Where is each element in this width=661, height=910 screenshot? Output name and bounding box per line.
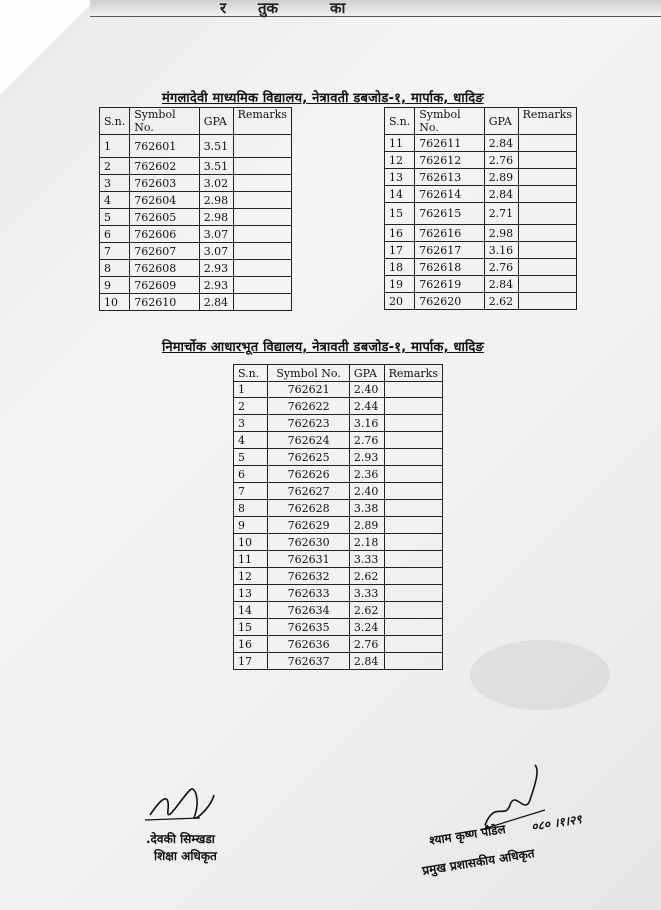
cell-gpa: 2.84 [199, 294, 233, 311]
table-row [100, 260, 292, 277]
cell-remarks [518, 276, 576, 293]
cell-symbol-no: 762621 [268, 382, 349, 398]
cell-sn: 19 [385, 276, 415, 293]
cell-gpa: 3.33 [349, 585, 384, 602]
cell-gpa: 2.18 [349, 534, 384, 551]
table-row [234, 500, 443, 517]
cell-gpa: 3.33 [349, 551, 384, 568]
col-header-gpa: GPA [349, 365, 384, 382]
table-row [385, 225, 577, 242]
table-row [234, 415, 443, 432]
cell-gpa: 2.84 [349, 653, 384, 670]
cell-remarks [518, 293, 576, 310]
cell-sn: 10 [234, 534, 268, 551]
cell-sn: 18 [385, 259, 415, 276]
cell-remarks [518, 203, 576, 225]
cell-symbol-no: 762609 [130, 277, 199, 294]
cell-symbol-no: 762615 [415, 203, 484, 225]
cell-gpa: 2.40 [349, 483, 384, 500]
col-header-sn: S.n. [100, 108, 130, 135]
table-row [385, 293, 577, 310]
cell-gpa: 2.84 [484, 186, 518, 203]
cell-gpa: 3.51 [199, 158, 233, 175]
cell-sn: 2 [234, 398, 268, 415]
cell-remarks [384, 585, 442, 602]
cell-symbol-no: 762611 [415, 135, 484, 152]
cell-remarks [518, 186, 576, 203]
cell-symbol-no: 762620 [415, 293, 484, 310]
table-row [234, 585, 443, 602]
cell-sn: 17 [234, 653, 268, 670]
cell-symbol-no: 762608 [130, 260, 199, 277]
cell-sn: 11 [385, 135, 415, 152]
table-row [385, 186, 577, 203]
cell-sn: 8 [234, 500, 268, 517]
cell-symbol-no: 762612 [415, 152, 484, 169]
cell-remarks [233, 209, 291, 226]
cell-sn: 14 [385, 186, 415, 203]
cell-sn: 7 [100, 243, 130, 260]
cell-sn: 3 [234, 415, 268, 432]
cell-gpa: 3.16 [349, 415, 384, 432]
table-row [385, 276, 577, 293]
left-signatory-title: शिक्षा अधिकृत [154, 849, 217, 863]
cell-sn: 12 [234, 568, 268, 585]
cell-gpa: 2.93 [199, 260, 233, 277]
left-signatory-name: .देवकी सिम्खडा [146, 832, 215, 846]
cell-remarks [384, 534, 442, 551]
cell-symbol-no: 762625 [268, 449, 349, 466]
cell-gpa: 2.98 [199, 209, 233, 226]
cell-gpa: 3.02 [199, 175, 233, 192]
cell-gpa: 2.44 [349, 398, 384, 415]
school1-title: मंगलादेवी माध्यमिक विद्यालय, नेत्रावती डबजोड-१, मार्पाक, धादिङ [162, 91, 484, 106]
table-row [385, 152, 577, 169]
cell-sn: 13 [385, 169, 415, 186]
cell-symbol-no: 762632 [268, 568, 349, 585]
table-row [234, 602, 443, 619]
cell-sn: 15 [234, 619, 268, 636]
cell-sn: 9 [234, 517, 268, 534]
table-row [234, 551, 443, 568]
cell-gpa: 2.84 [484, 135, 518, 152]
cell-gpa: 2.93 [199, 277, 233, 294]
col-header-gpa: GPA [199, 108, 233, 135]
cell-sn: 2 [100, 158, 130, 175]
col-header-symbol: Symbol No. [268, 365, 349, 382]
cell-remarks [384, 398, 442, 415]
cell-symbol-no: 762607 [130, 243, 199, 260]
cell-sn: 11 [234, 551, 268, 568]
header-fragment-c: का [330, 0, 346, 17]
cell-remarks [384, 619, 442, 636]
right-signatory-title: प्रमुख प्रशासकीय अधिकृत [421, 846, 536, 878]
cell-gpa: 2.98 [199, 192, 233, 209]
cell-gpa: 3.24 [349, 619, 384, 636]
cell-gpa: 3.16 [484, 242, 518, 259]
cell-symbol-no: 762619 [415, 276, 484, 293]
cell-remarks [233, 135, 291, 158]
cell-remarks [384, 517, 442, 534]
cell-symbol-no: 762614 [415, 186, 484, 203]
cell-gpa: 2.40 [349, 382, 384, 398]
cell-gpa: 2.62 [349, 602, 384, 619]
cell-remarks [518, 259, 576, 276]
cell-sn: 12 [385, 152, 415, 169]
table-row [234, 568, 443, 585]
table-row [234, 398, 443, 415]
cell-remarks [518, 242, 576, 259]
table-row [234, 483, 443, 500]
cell-remarks [233, 260, 291, 277]
cell-gpa: 2.98 [484, 225, 518, 242]
table-row [234, 382, 443, 398]
table-row [385, 203, 577, 225]
cell-gpa: 2.36 [349, 466, 384, 483]
cell-remarks [233, 243, 291, 260]
cell-remarks [233, 175, 291, 192]
col-header-symbol: Symbol No. [130, 108, 199, 135]
cell-sn: 6 [100, 226, 130, 243]
cell-remarks [518, 169, 576, 186]
cell-sn: 5 [234, 449, 268, 466]
cell-symbol-no: 762628 [268, 500, 349, 517]
table-row [234, 517, 443, 534]
school1-table-right [384, 107, 577, 310]
cell-remarks [518, 135, 576, 152]
cell-remarks [384, 432, 442, 449]
cell-symbol-no: 762636 [268, 636, 349, 653]
cell-gpa: 2.89 [349, 517, 384, 534]
cell-symbol-no: 762626 [268, 466, 349, 483]
cell-gpa: 2.76 [349, 636, 384, 653]
cell-symbol-no: 762602 [130, 158, 199, 175]
cell-sn: 13 [234, 585, 268, 602]
table-header-row [385, 108, 577, 135]
table-row [234, 449, 443, 466]
cell-symbol-no: 762623 [268, 415, 349, 432]
cell-sn: 1 [234, 382, 268, 398]
cell-sn: 5 [100, 209, 130, 226]
table-header-row [100, 108, 292, 135]
table-row [234, 619, 443, 636]
cell-symbol-no: 762622 [268, 398, 349, 415]
cell-remarks [384, 551, 442, 568]
cell-gpa: 2.76 [484, 259, 518, 276]
table-row [385, 259, 577, 276]
cell-sn: 20 [385, 293, 415, 310]
cell-symbol-no: 762630 [268, 534, 349, 551]
cell-remarks [233, 192, 291, 209]
table-row [100, 226, 292, 243]
cell-gpa: 2.93 [349, 449, 384, 466]
cell-gpa: 2.62 [349, 568, 384, 585]
cell-gpa: 2.76 [484, 152, 518, 169]
cell-symbol-no: 762618 [415, 259, 484, 276]
cell-remarks [233, 226, 291, 243]
cell-gpa: 2.62 [484, 293, 518, 310]
table-row [100, 175, 292, 192]
table-header-row [234, 365, 443, 382]
cell-remarks [384, 602, 442, 619]
cell-symbol-no: 762613 [415, 169, 484, 186]
cell-symbol-no: 762604 [130, 192, 199, 209]
table-row [385, 242, 577, 259]
cell-sn: 4 [100, 192, 130, 209]
table-row [234, 653, 443, 670]
top-strip [90, 0, 661, 17]
cell-symbol-no: 762616 [415, 225, 484, 242]
cell-symbol-no: 762635 [268, 619, 349, 636]
cell-symbol-no: 762610 [130, 294, 199, 311]
left-signature-scribble [140, 770, 220, 830]
table-row [100, 294, 292, 311]
cell-gpa: 2.84 [484, 276, 518, 293]
col-header-sn: S.n. [385, 108, 415, 135]
cell-sn: 7 [234, 483, 268, 500]
cell-symbol-no: 762634 [268, 602, 349, 619]
cell-gpa: 2.76 [349, 432, 384, 449]
cell-sn: 16 [234, 636, 268, 653]
cell-gpa: 2.89 [484, 169, 518, 186]
table-row [385, 169, 577, 186]
cell-remarks [384, 500, 442, 517]
cell-gpa: 3.07 [199, 226, 233, 243]
cell-symbol-no: 762631 [268, 551, 349, 568]
cell-remarks [384, 568, 442, 585]
table-row [100, 135, 292, 158]
col-header-remarks: Remarks [384, 365, 442, 382]
cell-symbol-no: 762617 [415, 242, 484, 259]
cell-sn: 1 [100, 135, 130, 158]
cell-symbol-no: 762601 [130, 135, 199, 158]
table-row [234, 534, 443, 551]
table-row [100, 158, 292, 175]
cell-gpa: 3.51 [199, 135, 233, 158]
school1-table-left [99, 107, 292, 311]
cell-gpa: 3.38 [349, 500, 384, 517]
col-header-remarks: Remarks [233, 108, 291, 135]
cell-symbol-no: 762605 [130, 209, 199, 226]
col-header-gpa: GPA [484, 108, 518, 135]
cell-sn: 15 [385, 203, 415, 225]
cell-symbol-no: 762624 [268, 432, 349, 449]
bleed-through-mark [470, 640, 610, 710]
col-header-symbol: Symbol No. [415, 108, 484, 135]
col-header-remarks: Remarks [518, 108, 576, 135]
cell-remarks [384, 415, 442, 432]
right-signature-date: ०८० ।१।२९ [530, 812, 583, 834]
cell-sn: 3 [100, 175, 130, 192]
cell-remarks [518, 152, 576, 169]
cell-remarks [384, 449, 442, 466]
cell-remarks [233, 158, 291, 175]
table-row [234, 636, 443, 653]
col-header-sn: S.n. [234, 365, 268, 382]
header-fragment-a: र [220, 0, 227, 17]
cell-sn: 4 [234, 432, 268, 449]
cell-sn: 17 [385, 242, 415, 259]
table-row [385, 135, 577, 152]
table-row [100, 243, 292, 260]
table-row [100, 192, 292, 209]
cell-remarks [518, 225, 576, 242]
school2-title: निमार्चोक आधारभूत विद्यालय, नेत्रावती डबजोड-१, मार्पाक, धादिङ [162, 340, 484, 355]
table-row [234, 432, 443, 449]
cell-symbol-no: 762627 [268, 483, 349, 500]
table-row [234, 466, 443, 483]
header-fragment-b: तुक [258, 0, 279, 17]
cell-remarks [233, 277, 291, 294]
cell-sn: 10 [100, 294, 130, 311]
school2-table [233, 364, 443, 670]
cell-gpa: 3.07 [199, 243, 233, 260]
cell-sn: 6 [234, 466, 268, 483]
cell-symbol-no: 762629 [268, 517, 349, 534]
cell-remarks [233, 294, 291, 311]
cell-sn: 16 [385, 225, 415, 242]
cell-remarks [384, 466, 442, 483]
table-row [100, 209, 292, 226]
cell-remarks [384, 653, 442, 670]
cell-gpa: 2.71 [484, 203, 518, 225]
cell-symbol-no: 762633 [268, 585, 349, 602]
cell-remarks [384, 483, 442, 500]
cell-remarks [384, 382, 442, 398]
right-signatory-name: श्याम कृष्ण पौडेल [428, 821, 507, 848]
cell-symbol-no: 762606 [130, 226, 199, 243]
cell-sn: 14 [234, 602, 268, 619]
cell-symbol-no: 762637 [268, 653, 349, 670]
cell-remarks [384, 636, 442, 653]
folded-corner [0, 0, 95, 95]
cell-symbol-no: 762603 [130, 175, 199, 192]
cell-sn: 8 [100, 260, 130, 277]
cell-sn: 9 [100, 277, 130, 294]
table-row [100, 277, 292, 294]
